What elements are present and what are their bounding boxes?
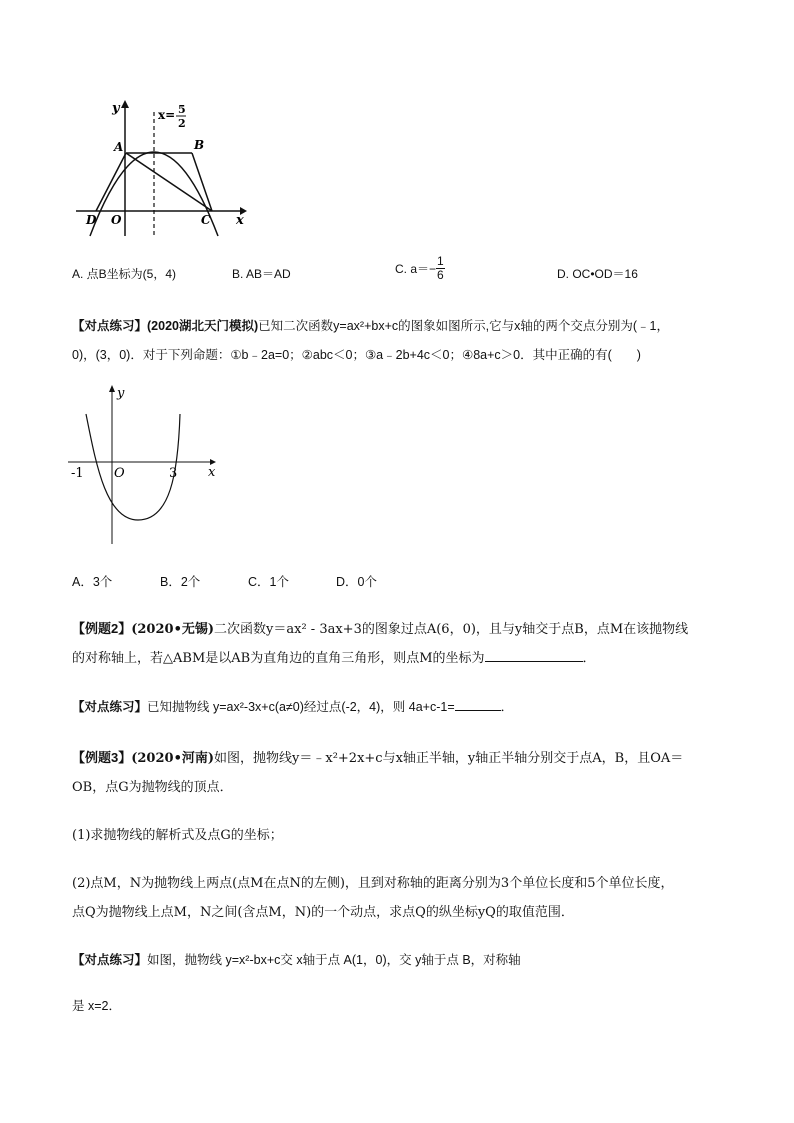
example2-line2-text: 的对称轴上，若△ABM是以AB为直角边的直角三角形，则点M的坐标为 [72,651,485,666]
sym-axis-numerator: 5 [178,103,186,116]
y-axis-label: y [112,101,120,116]
q1-option-a: A. 点B坐标为(5，4) [72,267,177,281]
q1-option-c-numerator: 1 [437,254,444,268]
q2-option-a: A．3个 [72,575,113,589]
example3-part2-line1: (2)点M，N为抛物线上两点(点M在点N的左侧)，且到对称轴的距离分别为3个单位长度和5个单位长度， [72,876,674,891]
origin-label: O [111,213,122,227]
figure-parabola-roots [66,384,226,549]
practice1-source: (2020湖北天门模拟) [147,319,259,333]
segment-ac [126,153,212,211]
left-root-label: -1 [71,466,84,481]
q1-option-c-denominator: 6 [437,268,444,282]
origin-label: O [114,466,125,481]
practice1-line1-text: 已知二次函数y=ax²+bx+c的图象如图所示,它与x轴的两个交点分别为(﹣1， [258,319,669,333]
q1-option-c-prefix: C. a＝− [395,262,437,276]
example3-line1 [72,747,683,766]
q1-option-c [395,255,445,282]
q2-option-b: B．2个 [160,575,201,589]
practice3-line1-text: 如图，抛物线 y=x²-bx+c交 x轴于点 A(1，0)，交 y轴于点 B，对称轴 [147,953,521,967]
sym-axis-denominator: 2 [178,117,186,130]
example3-tag: 【例题3】 [72,750,132,765]
point-b-label: B [194,138,205,152]
q2-option-d: D．0个 [336,575,377,589]
example2-tag: 【例题2】 [72,621,132,636]
q1-option-b: B. AB＝AD [232,267,291,281]
segment-bc [192,153,212,211]
practice2-line [72,697,513,715]
sym-axis-prefix: x= [158,108,176,122]
example2-source: (2020•无锡) [131,622,215,637]
practice3-line2: 是 x=2． [72,999,121,1013]
practice1-line2: 0)，(3，0)．对于下列命题：①b﹣2a=0；②abc＜0；③a﹣2b+4c＜0；④8a+c＞0．其中正确的有( ) [72,348,641,362]
example2-line1-text: 二次函数y＝ax² - 3ax+3的图象过点A(6，0)，且与y轴交于点B，点M在该抛物线 [214,622,689,637]
practice1-line1 [72,316,669,334]
segment-ad [96,153,126,211]
practice2-answer-blank[interactable] [455,698,501,711]
example3-part1: (1)求抛物线的解析式及点G的坐标； [72,828,283,843]
right-root-label: 3 [169,466,178,481]
example3-source: (2020•河南) [131,751,215,766]
example2-line2 [72,647,596,666]
example2-line2-end: ． [582,651,596,666]
practice2-end: ． [500,700,514,714]
point-a-label: A [114,140,124,154]
example3-part2-line2: 点Q为抛物线上点M，N之间(含点M，N)的一个动点，求点Q的纵坐标yQ的取值范围． [72,905,574,920]
point-d-label: D [86,213,97,227]
x-axis-label: x [208,465,216,480]
y-axis-arrow [109,385,115,392]
example2-answer-blank[interactable] [485,649,583,662]
practice2-tag: 【对点练习】 [72,700,148,714]
practice3-tag: 【对点练习】 [72,953,148,967]
figure-parabola-abcd [70,96,250,241]
q2-option-c: C．1个 [248,575,289,589]
example3-line1-text: 如图，抛物线y＝﹣x²+2x+c与x轴正半轴，y轴正半轴分别交于点A，B，且OA＝ [214,751,684,766]
practice3-line1 [72,950,521,968]
parabola-curve [86,414,180,520]
q1-option-d: D. OC•OD＝16 [557,267,638,281]
point-c-label: C [201,213,211,227]
example2-line1 [72,618,688,637]
y-axis-arrow [121,100,129,108]
x-axis-label: x [236,213,244,228]
y-axis-label: y [117,386,125,401]
q1-option-c-fraction [436,255,445,282]
practice1-tag: 【对点练习】 [72,319,148,333]
practice2-text: 已知抛物线 y=ax²-3x+c(a≠0)经过点(-2，4)，则 4a+c-1= [147,700,455,714]
example3-line2: OB，点G为抛物线的顶点． [72,780,233,795]
